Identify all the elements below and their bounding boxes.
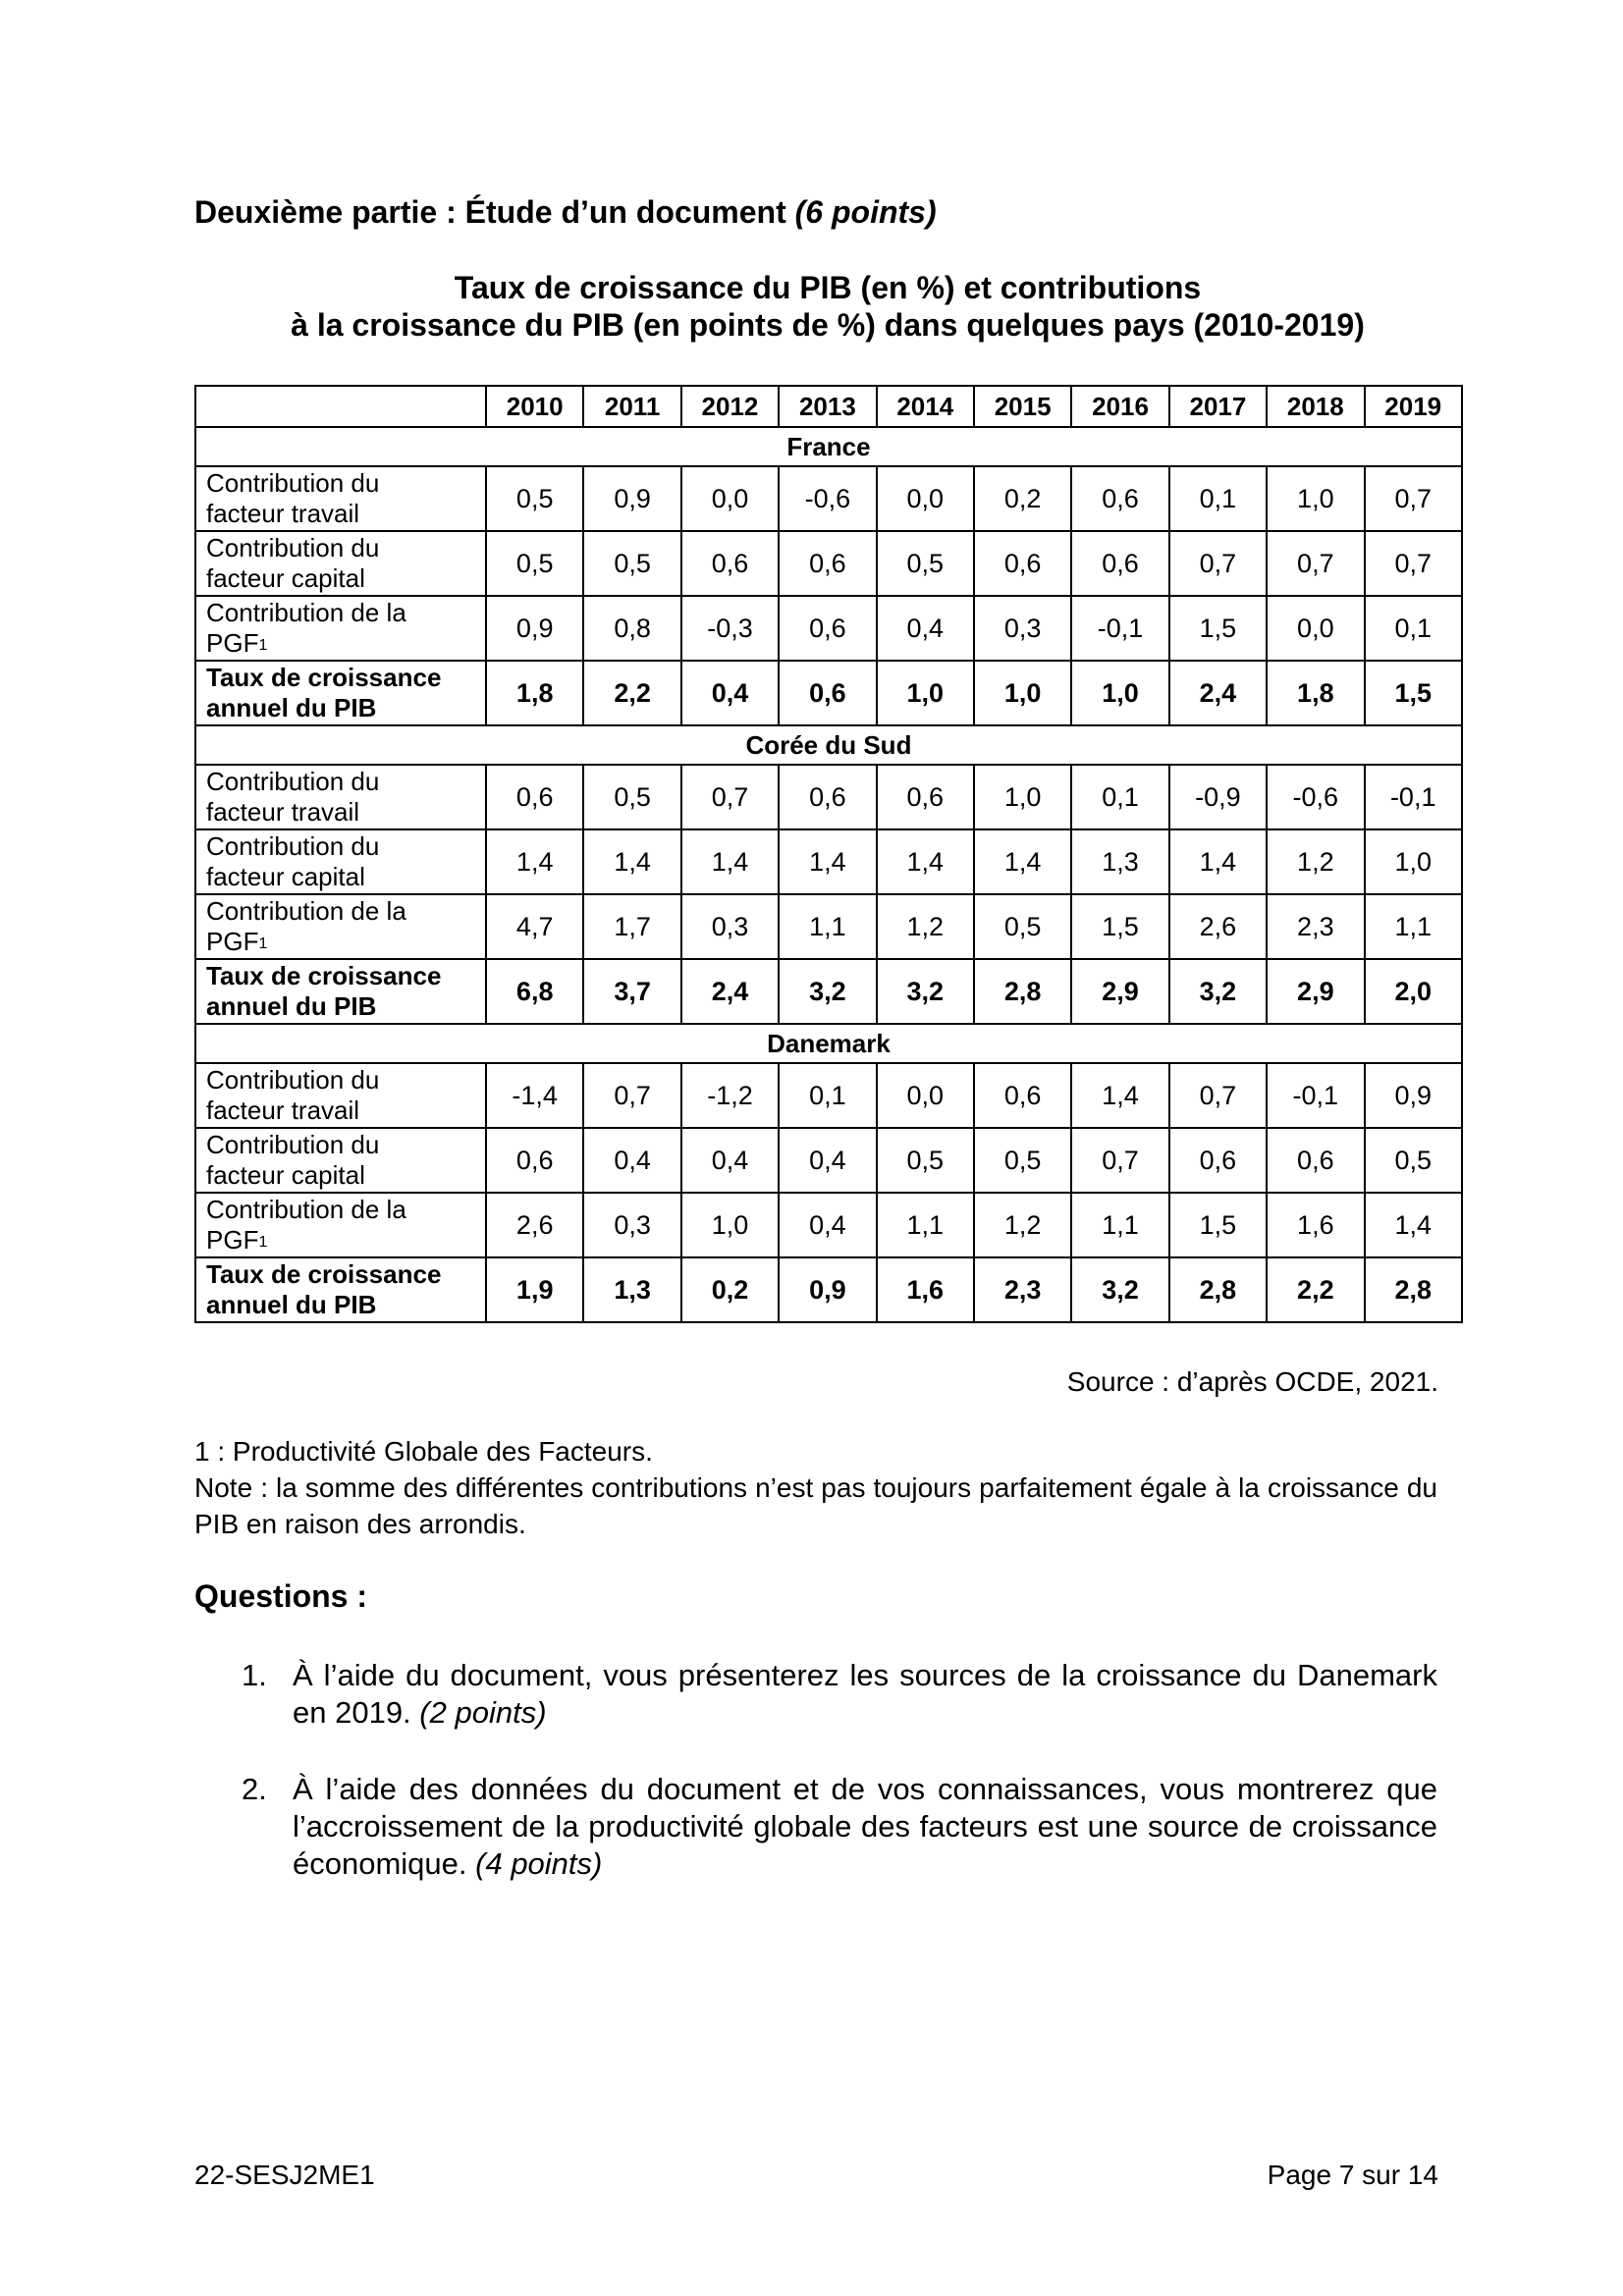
table-cell: 1,5 [1169,1193,1267,1257]
table-cell: 0,4 [681,1128,779,1193]
table-cell: 6,8 [486,959,583,1024]
table-cell: 0,7 [583,1063,680,1128]
table-cell: 0,6 [1267,1128,1364,1193]
row-label-line-1: Contribution du [206,831,380,861]
footnote [194,1433,1437,1542]
table-cell: 1,1 [1365,894,1462,959]
table-cell: 1,6 [1267,1193,1364,1257]
table-cell: 0,4 [779,1193,876,1257]
row-label-line-2: facteur capital [206,862,365,891]
table-cell: 0,7 [1267,531,1364,596]
table-cell: 0,0 [1267,596,1364,661]
table-cell: 0,5 [486,531,583,596]
table-row-pgf [195,1193,1462,1257]
table-cell: 3,2 [877,959,974,1024]
table-cell: 0,6 [974,1063,1071,1128]
table-cell: 1,4 [1169,829,1267,894]
table-cell: 1,0 [877,661,974,725]
table-row-taux [195,959,1462,1024]
table-row-taux [195,1257,1462,1322]
row-label-line-2: annuel du PIB [206,1290,377,1319]
table-row-pgf [195,894,1462,959]
row-label-line-1: Contribution du [206,533,380,562]
row-label-line-1: Contribution de la [206,896,406,926]
table-cell: 0,8 [583,596,680,661]
table-cell: 0,5 [486,466,583,531]
row-label-line-2: facteur capital [206,563,365,593]
row-label-line-2: facteur capital [206,1160,365,1190]
table-cell: 1,6 [877,1257,974,1322]
footer-exam-code: 22-SESJ2ME1 [194,2160,375,2190]
table-cell: 0,6 [877,765,974,829]
row-label-line-1: Taux de croissance [206,663,442,692]
footnote-marker: 1 [258,935,268,952]
table-cell: 2,3 [974,1257,1071,1322]
table-cell: 0,6 [486,765,583,829]
table-cell: 0,7 [1169,1063,1267,1128]
row-label-line-1: Taux de croissance [206,1259,442,1289]
row-label-line-2: PGF [206,927,259,956]
table-row-capital [195,1128,1462,1193]
year-header-cell: 2012 [681,386,779,427]
table-cell: 0,9 [583,466,680,531]
table-cell: 0,7 [681,765,779,829]
table-cell: 2,9 [1071,959,1168,1024]
table-cell: 1,2 [877,894,974,959]
table-cell: 1,4 [779,829,876,894]
document-title-line-2: à la croissance du PIB (en points de %) dans quelques pays (2010-2019) [291,307,1365,343]
table-cell: -0,1 [1267,1063,1364,1128]
table-cell: 2,9 [1267,959,1364,1024]
table-row-travail [195,1063,1462,1128]
table-cell: 2,8 [974,959,1071,1024]
table-cell: 0,1 [1071,765,1168,829]
questions-title: Questions : [194,1578,368,1614]
question-2 [242,1771,1437,1883]
year-header-cell: 2017 [1169,386,1267,427]
row-label-line-2: PGF [206,628,259,658]
table-cell: 1,8 [486,661,583,725]
table-row-capital [195,531,1462,596]
table-cell: 2,2 [1267,1257,1364,1322]
row-label [195,1257,486,1322]
table-cell: 0,5 [974,1128,1071,1193]
table-cell: 1,0 [1267,466,1364,531]
question-1-number: 1. [242,1658,267,1692]
table-cell: 2,4 [681,959,779,1024]
row-label [195,1063,486,1128]
table-cell: 1,3 [583,1257,680,1322]
row-label-line-1: Contribution de la [206,1195,406,1224]
table-cell: 0,6 [779,765,876,829]
question-2-body: À l’aide des données du document et de vos connaissances, vous montrerez que l’accroissement de la productivité globale des facteurs est une source de croissance économique. [293,1772,1437,1881]
country-name: Danemark [195,1024,1462,1063]
row-label [195,661,486,725]
table-row-capital [195,829,1462,894]
table-cell: 0,6 [681,531,779,596]
country-header-row [195,427,1462,466]
part-title [194,194,937,231]
document-title-line-1: Taux de croissance du PIB (en %) et contributions [454,270,1202,305]
table-cell: 0,9 [779,1257,876,1322]
table-cell: 0,4 [877,596,974,661]
header-blank-cell [195,386,486,427]
table-cell: 1,5 [1169,596,1267,661]
table-cell: 1,9 [486,1257,583,1322]
question-1-points: (2 points) [419,1695,547,1730]
year-header-cell: 2018 [1267,386,1364,427]
row-label-line-2: annuel du PIB [206,991,377,1021]
footnote-note: Note : la somme des différentes contributions n’est pas toujours parfaitement égale à la croissance du PIB en raison des arrondis. [194,1472,1437,1539]
table-cell: 1,0 [681,1193,779,1257]
table-cell: 1,4 [1071,1063,1168,1128]
table-cell: 0,4 [583,1128,680,1193]
country-header-row [195,725,1462,765]
question-2-points: (4 points) [475,1846,603,1881]
row-label [195,1128,486,1193]
row-label [195,1193,486,1257]
table-row-pgf [195,596,1462,661]
table-cell: 0,0 [877,1063,974,1128]
row-label [195,466,486,531]
table-cell: 0,0 [877,466,974,531]
table-cell: 0,7 [1365,466,1462,531]
table-cell: 0,7 [1169,531,1267,596]
table-cell: 0,3 [681,894,779,959]
row-label-line-2: annuel du PIB [206,693,377,722]
growth-table-body [195,386,1462,1322]
table-cell: 0,5 [877,1128,974,1193]
row-label-line-2: facteur travail [206,797,360,827]
table-cell: -0,1 [1365,765,1462,829]
row-label-line-1: Contribution du [206,767,380,796]
table-cell: 1,1 [1071,1193,1168,1257]
table-cell: -1,2 [681,1063,779,1128]
table-cell: 1,2 [974,1193,1071,1257]
table-cell: 0,4 [681,661,779,725]
row-label [195,596,486,661]
table-cell: 0,1 [779,1063,876,1128]
table-cell: 0,5 [877,531,974,596]
table-cell: -1,4 [486,1063,583,1128]
table-cell: 3,2 [1071,1257,1168,1322]
year-header-row [195,386,1462,427]
row-label [195,829,486,894]
year-header-cell: 2019 [1365,386,1462,427]
table-cell: 0,6 [779,661,876,725]
row-label-line-1: Taux de croissance [206,961,442,990]
year-header-cell: 2016 [1071,386,1168,427]
year-header-cell: 2013 [779,386,876,427]
table-cell: 0,7 [1071,1128,1168,1193]
table-cell: 0,9 [1365,1063,1462,1128]
footnote-marker: 1 [258,637,268,654]
table-cell: 1,4 [583,829,680,894]
part-title-main: Deuxième partie : Étude d’un document [194,194,786,230]
table-cell: 0,9 [486,596,583,661]
table-cell: 0,5 [583,531,680,596]
row-label [195,531,486,596]
table-cell: -0,1 [1071,596,1168,661]
table-cell: 1,2 [1267,829,1364,894]
table-cell: 2,4 [1169,661,1267,725]
part-title-points: (6 points) [794,194,937,230]
year-header-cell: 2011 [583,386,680,427]
country-name: Corée du Sud [195,725,1462,765]
growth-table [194,385,1463,1323]
footnote-marker: 1 [258,1234,268,1251]
table-cell: 1,3 [1071,829,1168,894]
table-cell: 1,0 [974,765,1071,829]
row-label [195,765,486,829]
table-cell: 0,6 [486,1128,583,1193]
table-cell: 0,5 [1365,1128,1462,1193]
table-cell: 0,3 [583,1193,680,1257]
table-cell: 2,2 [583,661,680,725]
table-cell: -0,6 [1267,765,1364,829]
table-cell: 2,8 [1365,1257,1462,1322]
row-label [195,894,486,959]
table-cell: 0,2 [681,1257,779,1322]
table-cell: 0,2 [974,466,1071,531]
country-name: France [195,427,1462,466]
table-cell: 0,1 [1169,466,1267,531]
table-cell: 3,2 [1169,959,1267,1024]
table-cell: 0,5 [583,765,680,829]
table-cell: 1,0 [974,661,1071,725]
row-label-line-1: Contribution du [206,1065,380,1095]
table-cell: -0,3 [681,596,779,661]
row-label-line-2: facteur travail [206,499,360,528]
table-cell: 2,8 [1169,1257,1267,1322]
row-label-line-1: Contribution de la [206,598,406,627]
table-cell: 1,0 [1365,829,1462,894]
country-header-row [195,1024,1462,1063]
table-cell: 1,5 [1365,661,1462,725]
table-cell: 2,6 [1169,894,1267,959]
table-row-travail [195,466,1462,531]
table-cell: 1,4 [1365,1193,1462,1257]
row-label-line-1: Contribution du [206,468,380,498]
table-cell: 0,6 [974,531,1071,596]
table-cell: 3,2 [779,959,876,1024]
table-cell: 1,5 [1071,894,1168,959]
year-header-cell: 2014 [877,386,974,427]
row-label-line-2: PGF [206,1225,259,1255]
table-row-travail [195,765,1462,829]
table-cell: 1,1 [877,1193,974,1257]
table-cell: 0,7 [1365,531,1462,596]
table-cell: 0,1 [1365,596,1462,661]
table-cell: 1,4 [681,829,779,894]
table-cell: 1,7 [583,894,680,959]
footnote-pgf: 1 : Productivité Globale des Facteurs. [194,1436,653,1467]
table-cell: 0,0 [681,466,779,531]
table-cell: 1,8 [1267,661,1364,725]
row-label-line-2: facteur travail [206,1095,360,1125]
table-cell: 2,3 [1267,894,1364,959]
table-row-taux [195,661,1462,725]
year-header-cell: 2010 [486,386,583,427]
question-2-number: 2. [242,1772,267,1806]
table-cell: 0,6 [1169,1128,1267,1193]
table-cell: 1,4 [486,829,583,894]
table-cell: -0,9 [1169,765,1267,829]
table-cell: 0,5 [974,894,1071,959]
table-cell: 0,4 [779,1128,876,1193]
table-cell: 0,6 [1071,531,1168,596]
year-header-cell: 2015 [974,386,1071,427]
table-cell: 0,6 [779,596,876,661]
question-1 [242,1657,1437,1732]
table-cell: 1,1 [779,894,876,959]
table-cell: 1,4 [877,829,974,894]
table-cell: 4,7 [486,894,583,959]
table-cell: 0,3 [974,596,1071,661]
table-cell: 2,6 [486,1193,583,1257]
source-line: Source : d’après OCDE, 2021. [1066,1366,1438,1397]
table-cell: -0,6 [779,466,876,531]
question-1-text [293,1657,1437,1732]
table-cell: 2,0 [1365,959,1462,1024]
question-2-text [293,1771,1437,1883]
table-cell: 1,4 [974,829,1071,894]
row-label-line-1: Contribution du [206,1130,380,1159]
table-cell: 0,6 [1071,466,1168,531]
footer-page-number: Page 7 sur 14 [1267,2160,1438,2190]
table-cell: 1,0 [1071,661,1168,725]
table-cell: 0,6 [779,531,876,596]
row-label [195,959,486,1024]
question-1-body: À l’aide du document, vous présenterez les sources de la croissance du Danemark en 2019. [293,1658,1437,1730]
table-cell: 3,7 [583,959,680,1024]
